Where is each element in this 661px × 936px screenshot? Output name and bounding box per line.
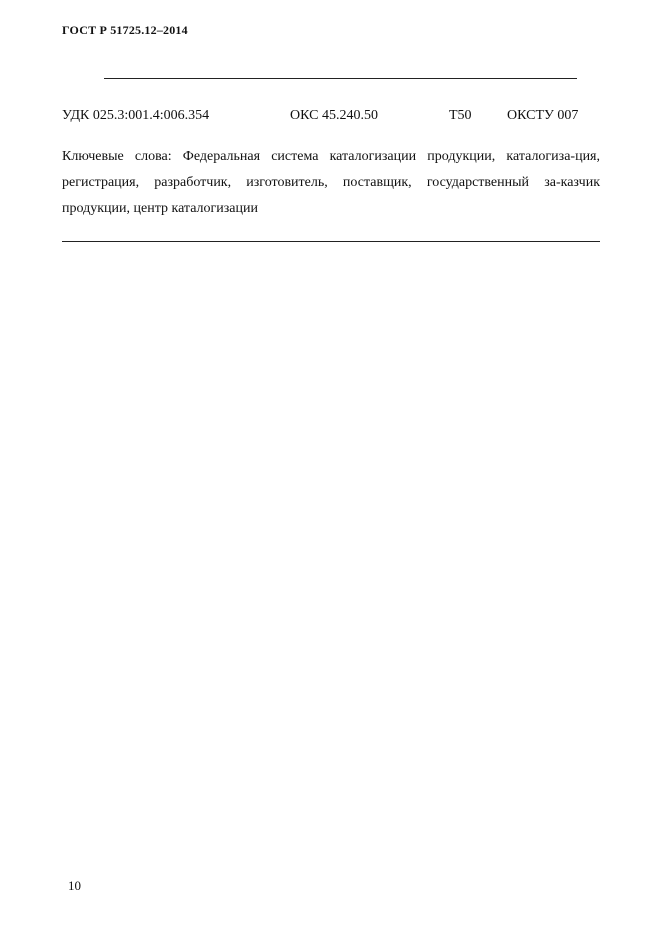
oks-code: ОКС 45.240.50 (290, 108, 378, 123)
standard-code-header: ГОСТ Р 51725.12–2014 (62, 23, 188, 37)
top-divider (104, 78, 577, 79)
bottom-divider (62, 241, 600, 242)
classification-codes-row (62, 108, 602, 128)
okstu-code: ОКСТУ 007 (507, 108, 579, 123)
udk-code: УДК 025.3:001.4:006.354 (62, 108, 210, 123)
page-number: 10 (68, 878, 81, 893)
t-code: Т50 (449, 108, 472, 123)
keywords-paragraph: Ключевые слова: Федеральная система каталогизации продукции, каталогиза-ция, регистрация, разработчик, изготовитель, поставщик, государственный за-казчик продукции, центр каталогизации (62, 149, 600, 216)
